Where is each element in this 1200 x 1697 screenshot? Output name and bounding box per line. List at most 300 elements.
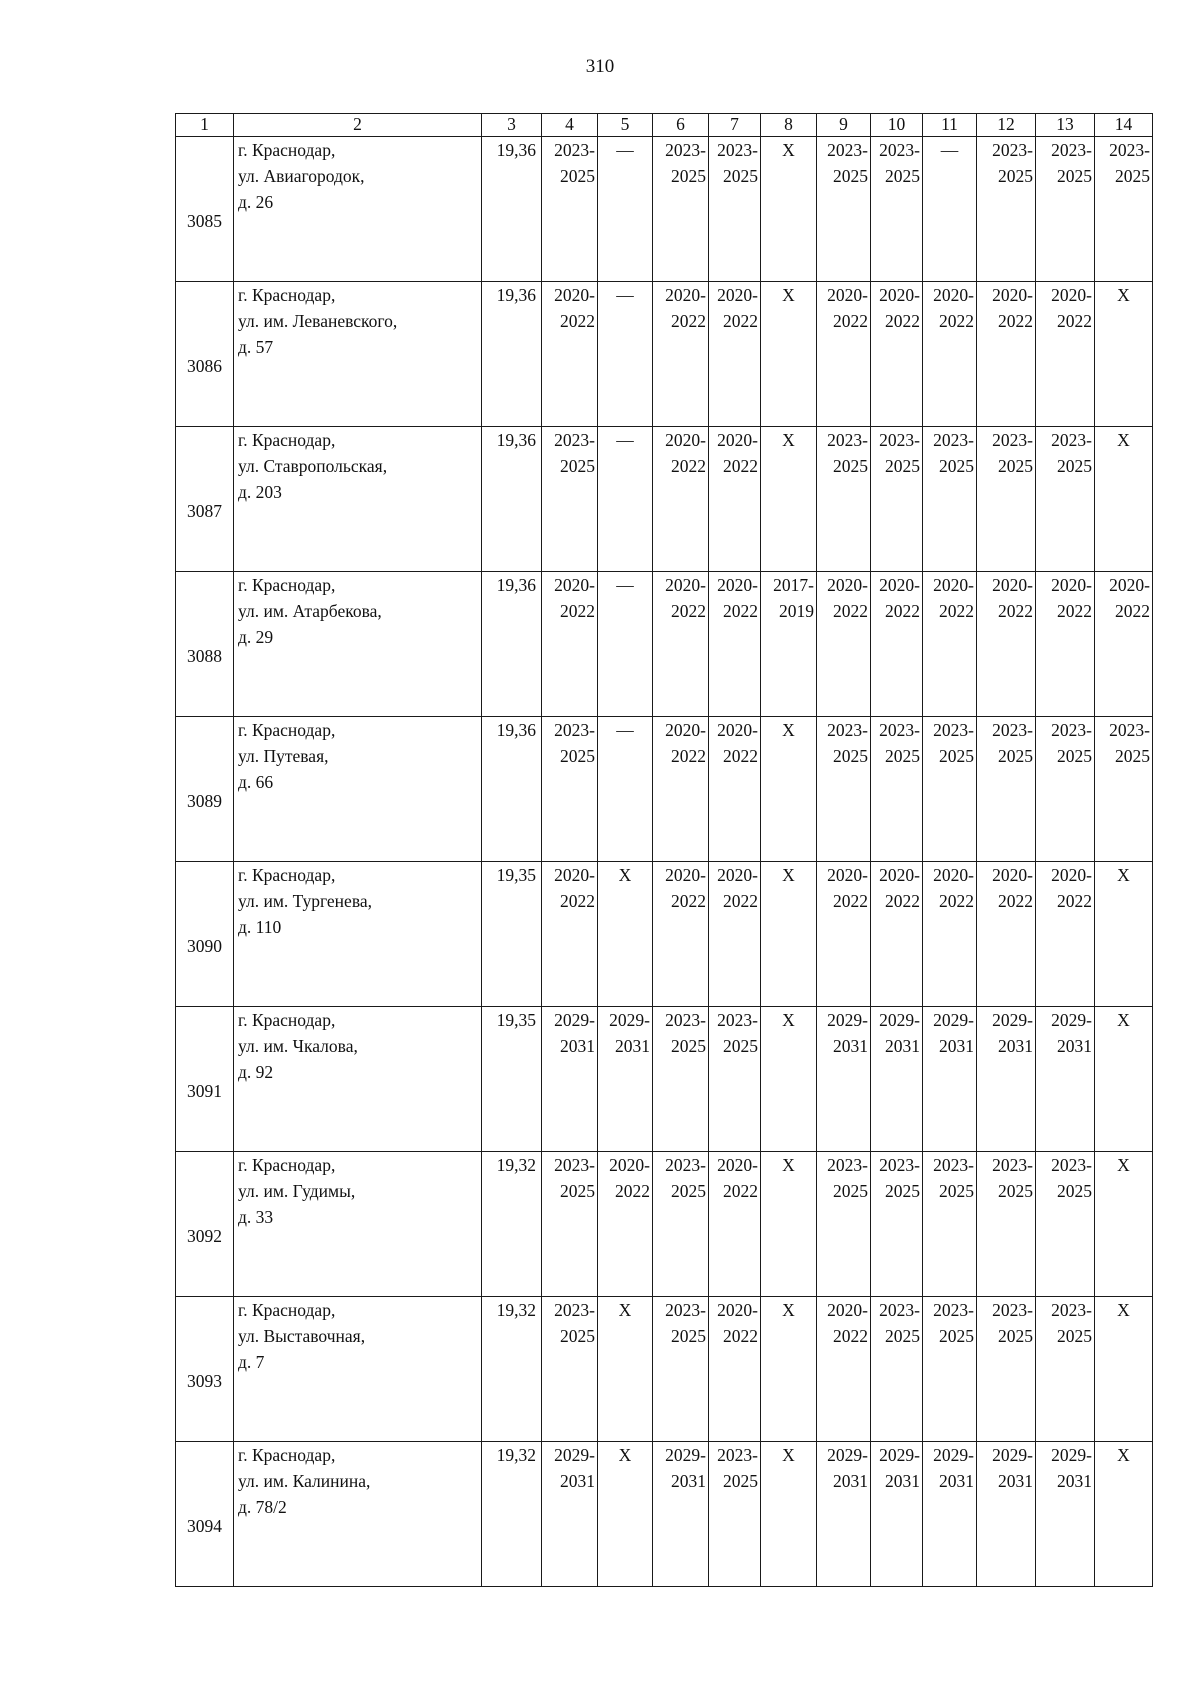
row-number: 3094 (176, 1442, 234, 1587)
address-line: г. Краснодар, (238, 285, 336, 305)
address-line: г. Краснодар, (238, 865, 336, 885)
address-cell (234, 717, 482, 862)
area-cell: 19,36 (482, 427, 542, 572)
area-cell: 19,36 (482, 572, 542, 717)
table-row (176, 137, 1153, 282)
cell-mark: X (782, 865, 795, 885)
row-number: 3089 (176, 717, 234, 862)
period-cell (923, 862, 977, 1007)
row-number: 3087 (176, 427, 234, 572)
address-cell (234, 1152, 482, 1297)
column-header: 9 (817, 114, 871, 137)
period-line: 2020- (879, 865, 920, 885)
period-line: 2029- (827, 1010, 868, 1030)
period-cell (653, 282, 709, 427)
period-cell (1095, 282, 1153, 427)
period-line: 2025 (1057, 456, 1092, 476)
column-header: 12 (977, 114, 1036, 137)
cell-mark: X (1117, 1445, 1130, 1465)
period-line: 2022 (671, 746, 706, 766)
period-line: 2020- (1051, 865, 1092, 885)
period-line: 2029- (933, 1445, 974, 1465)
period-line: 2025 (998, 456, 1033, 476)
period-line: 2025 (939, 1181, 974, 1201)
table-row (176, 862, 1153, 1007)
period-line: 2025 (1057, 746, 1092, 766)
period-line: 2025 (560, 746, 595, 766)
period-line: 2023- (554, 720, 595, 740)
period-line: 2022 (998, 601, 1033, 621)
period-cell (871, 572, 923, 717)
period-line: 2022 (998, 891, 1033, 911)
column-header: 11 (923, 114, 977, 137)
cell-mark: — (940, 140, 959, 160)
period-line: 2023- (992, 430, 1033, 450)
cell-mark: X (782, 720, 795, 740)
period-line: 2031 (560, 1036, 595, 1056)
column-header: 5 (598, 114, 653, 137)
period-line: 2020- (827, 865, 868, 885)
period-line: 2029- (879, 1010, 920, 1030)
period-line: 2023- (879, 140, 920, 160)
period-cell (977, 1442, 1036, 1587)
period-line: 2031 (1057, 1471, 1092, 1491)
period-line: 2020- (879, 575, 920, 595)
row-number: 3085 (176, 137, 234, 282)
address-line: д. 203 (238, 482, 282, 502)
period-line: 2025 (885, 1326, 920, 1346)
period-cell (709, 427, 761, 572)
address-line: д. 7 (238, 1352, 265, 1372)
period-line: 2023- (1051, 140, 1092, 160)
period-cell (1036, 862, 1095, 1007)
period-line: 2029- (879, 1445, 920, 1465)
address-line: г. Краснодар, (238, 140, 336, 160)
period-cell (761, 282, 817, 427)
period-line: 2020- (827, 1300, 868, 1320)
period-line: 2029- (1051, 1445, 1092, 1465)
period-cell (653, 1152, 709, 1297)
table-row (176, 717, 1153, 862)
table-row (176, 572, 1153, 717)
period-line: 2022 (998, 311, 1033, 331)
period-line: 2022 (885, 891, 920, 911)
period-line: 2020- (1051, 575, 1092, 595)
area-cell: 19,36 (482, 137, 542, 282)
period-cell (709, 1442, 761, 1587)
cell-mark: — (616, 285, 634, 305)
cell-mark: — (616, 430, 634, 450)
period-cell (542, 427, 598, 572)
period-cell (1095, 572, 1153, 717)
row-number: 3086 (176, 282, 234, 427)
period-line: 2020- (717, 430, 758, 450)
period-line: 2023- (827, 140, 868, 160)
period-cell (871, 1007, 923, 1152)
period-line: 2023- (992, 1300, 1033, 1320)
period-cell (761, 427, 817, 572)
column-header: 3 (482, 114, 542, 137)
period-cell (871, 137, 923, 282)
address-cell (234, 137, 482, 282)
period-cell (761, 1007, 817, 1152)
address-line: ул. им. Калинина, (238, 1471, 371, 1491)
address-cell (234, 862, 482, 1007)
period-line: 2025 (885, 456, 920, 476)
period-cell (1036, 427, 1095, 572)
period-cell (817, 572, 871, 717)
period-line: 2020- (827, 285, 868, 305)
period-line: 2023- (933, 430, 974, 450)
period-line: 2031 (1057, 1036, 1092, 1056)
period-cell (709, 572, 761, 717)
period-cell (871, 717, 923, 862)
period-line: 2023- (879, 1300, 920, 1320)
column-header: 10 (871, 114, 923, 137)
period-cell (1036, 1442, 1095, 1587)
period-cell (542, 137, 598, 282)
address-cell (234, 427, 482, 572)
period-line: 2022 (1057, 891, 1092, 911)
period-cell (977, 137, 1036, 282)
period-line: 2025 (671, 1326, 706, 1346)
period-line: 2020- (717, 1155, 758, 1175)
period-cell (923, 717, 977, 862)
period-cell (542, 717, 598, 862)
period-line: 2025 (560, 166, 595, 186)
period-line: 2025 (998, 746, 1033, 766)
period-line: 2025 (833, 746, 868, 766)
period-line: 2022 (1057, 311, 1092, 331)
period-line: 2020- (992, 865, 1033, 885)
table-row (176, 282, 1153, 427)
address-line: г. Краснодар, (238, 575, 336, 595)
address-line: д. 26 (238, 192, 274, 212)
period-line: 2025 (560, 1326, 595, 1346)
cell-mark: X (782, 430, 795, 450)
row-number: 3092 (176, 1152, 234, 1297)
period-line: 2025 (1115, 746, 1150, 766)
period-line: 2023- (554, 1300, 595, 1320)
row-number: 3093 (176, 1297, 234, 1442)
period-line: 2023- (1109, 140, 1150, 160)
period-cell (977, 862, 1036, 1007)
period-cell (923, 282, 977, 427)
period-line: 2023- (665, 1155, 706, 1175)
table-row (176, 1297, 1153, 1442)
period-line: 2031 (671, 1471, 706, 1491)
address-line: ул. им. Тургенева, (238, 891, 372, 911)
period-cell (817, 1442, 871, 1587)
period-line: 2031 (833, 1471, 868, 1491)
period-cell (761, 1152, 817, 1297)
address-line: ул. им. Гудимы, (238, 1181, 356, 1201)
period-line: 2022 (885, 601, 920, 621)
period-line: 2020- (665, 430, 706, 450)
period-cell (598, 1152, 653, 1297)
period-line: 2022 (833, 311, 868, 331)
period-line: 2025 (1057, 1181, 1092, 1201)
period-cell (1095, 717, 1153, 862)
period-cell (542, 572, 598, 717)
period-cell (1095, 1297, 1153, 1442)
period-line: 2023- (933, 1300, 974, 1320)
period-line: 2029- (992, 1010, 1033, 1030)
period-cell (817, 282, 871, 427)
period-line: 2020- (879, 285, 920, 305)
period-line: 2022 (939, 891, 974, 911)
period-line: 2022 (671, 456, 706, 476)
address-line: д. 110 (238, 917, 282, 937)
period-line: 2023- (665, 1010, 706, 1030)
period-line: 2020- (992, 575, 1033, 595)
address-cell (234, 1007, 482, 1152)
cell-mark: X (782, 1300, 795, 1320)
period-cell (923, 572, 977, 717)
period-line: 2031 (998, 1036, 1033, 1056)
period-cell (871, 1297, 923, 1442)
period-cell (761, 1442, 817, 1587)
period-cell (761, 862, 817, 1007)
period-line: 2023- (879, 1155, 920, 1175)
row-number: 3088 (176, 572, 234, 717)
period-line: 2029- (554, 1010, 595, 1030)
period-line: 2031 (998, 1471, 1033, 1491)
period-line: 2023- (879, 720, 920, 740)
address-line: ул. им. Чкалова, (238, 1036, 358, 1056)
period-line: 2025 (939, 1326, 974, 1346)
address-line: ул. Выставочная, (238, 1326, 366, 1346)
period-line: 2025 (560, 1181, 595, 1201)
period-cell (598, 1442, 653, 1587)
period-line: 2023- (554, 1155, 595, 1175)
period-line: 2025 (998, 1181, 1033, 1201)
address-line: г. Краснодар, (238, 1010, 336, 1030)
period-line: 2022 (671, 601, 706, 621)
period-line: 2020- (665, 720, 706, 740)
period-line: 2020- (554, 865, 595, 885)
period-cell (977, 1152, 1036, 1297)
period-cell (653, 862, 709, 1007)
period-line: 2025 (671, 1181, 706, 1201)
period-cell (598, 717, 653, 862)
table-row (176, 1007, 1153, 1152)
address-line: д. 78/2 (238, 1497, 287, 1517)
period-line: 2025 (671, 166, 706, 186)
period-line: 2022 (723, 1181, 758, 1201)
cell-mark: X (782, 140, 795, 160)
row-number: 3091 (176, 1007, 234, 1152)
period-line: 2020- (933, 285, 974, 305)
period-line: 2031 (560, 1471, 595, 1491)
period-line: 2020- (933, 575, 974, 595)
period-line: 2023- (1051, 430, 1092, 450)
period-line: 2025 (939, 746, 974, 766)
address-line: г. Краснодар, (238, 430, 336, 450)
table-row (176, 427, 1153, 572)
period-line: 2023- (717, 140, 758, 160)
period-line: 2020- (554, 575, 595, 595)
period-cell (653, 572, 709, 717)
period-line: 2022 (885, 311, 920, 331)
period-line: 2022 (723, 311, 758, 331)
period-cell (1036, 717, 1095, 862)
period-cell (977, 717, 1036, 862)
cell-mark: — (616, 140, 634, 160)
period-line: 2020- (717, 1300, 758, 1320)
period-line: 2022 (560, 311, 595, 331)
period-cell (817, 717, 871, 862)
period-cell (923, 427, 977, 572)
period-cell (709, 1007, 761, 1152)
area-cell: 19,32 (482, 1152, 542, 1297)
period-line: 2020- (992, 285, 1033, 305)
area-cell: 19,36 (482, 717, 542, 862)
column-header: 14 (1095, 114, 1153, 137)
cell-mark: X (1117, 1300, 1130, 1320)
period-cell (923, 137, 977, 282)
period-line: 2025 (1057, 166, 1092, 186)
period-line: 2031 (939, 1036, 974, 1056)
period-cell (1095, 862, 1153, 1007)
cell-mark: X (782, 1010, 795, 1030)
address-line: д. 66 (238, 772, 274, 792)
address-line: ул. Ставропольская, (238, 456, 388, 476)
period-line: 2022 (671, 311, 706, 331)
period-line: 2023- (879, 430, 920, 450)
address-line: г. Краснодар, (238, 1155, 336, 1175)
cell-mark: X (1117, 865, 1130, 885)
period-cell (761, 137, 817, 282)
area-cell: 19,32 (482, 1297, 542, 1442)
period-cell (1095, 137, 1153, 282)
period-line: 2022 (723, 1326, 758, 1346)
period-line: 2025 (885, 1181, 920, 1201)
period-cell (871, 282, 923, 427)
period-cell (817, 1152, 871, 1297)
period-cell (542, 1297, 598, 1442)
period-cell (542, 1007, 598, 1152)
period-line: 2031 (885, 1036, 920, 1056)
period-line: 2029- (933, 1010, 974, 1030)
address-cell (234, 282, 482, 427)
period-cell (871, 1442, 923, 1587)
period-line: 2022 (939, 601, 974, 621)
period-line: 2025 (833, 166, 868, 186)
period-line: 2022 (723, 746, 758, 766)
period-line: 2023- (827, 1155, 868, 1175)
period-line: 2020- (717, 720, 758, 740)
period-line: 2023- (933, 1155, 974, 1175)
period-line: 2022 (723, 456, 758, 476)
period-line: 2031 (615, 1036, 650, 1056)
cell-mark: X (1117, 1155, 1130, 1175)
address-cell (234, 572, 482, 717)
period-line: 2022 (723, 601, 758, 621)
period-cell (977, 572, 1036, 717)
cell-mark: X (618, 865, 632, 885)
period-cell (709, 1297, 761, 1442)
period-line: 2025 (885, 746, 920, 766)
period-cell (1036, 572, 1095, 717)
period-line: 2022 (833, 1326, 868, 1346)
period-line: 2023- (992, 1155, 1033, 1175)
period-line: 2020- (717, 865, 758, 885)
period-cell (761, 572, 817, 717)
column-header: 8 (761, 114, 817, 137)
cell-mark: — (616, 575, 634, 595)
period-cell (1095, 1442, 1153, 1587)
period-cell (977, 427, 1036, 572)
address-line: д. 92 (238, 1062, 274, 1082)
area-cell: 19,35 (482, 862, 542, 1007)
period-line: 2020- (609, 1155, 650, 1175)
period-cell (817, 862, 871, 1007)
address-cell (234, 1297, 482, 1442)
period-cell (923, 1152, 977, 1297)
address-line: д. 29 (238, 627, 274, 647)
column-header: 4 (542, 114, 598, 137)
period-line: 2029- (1051, 1010, 1092, 1030)
period-line: 2025 (833, 456, 868, 476)
period-line: 2022 (723, 891, 758, 911)
period-line: 2029- (665, 1445, 706, 1465)
period-cell (653, 427, 709, 572)
period-cell (817, 1297, 871, 1442)
period-line: 2022 (833, 891, 868, 911)
column-header: 2 (234, 114, 482, 137)
period-line: 2023- (992, 720, 1033, 740)
period-cell (653, 1442, 709, 1587)
period-cell (977, 1297, 1036, 1442)
address-line: г. Краснодар, (238, 1445, 336, 1465)
period-line: 2022 (1115, 601, 1150, 621)
period-line: 2022 (560, 891, 595, 911)
period-cell (598, 1297, 653, 1442)
address-line: ул. им. Атарбекова, (238, 601, 382, 621)
period-cell (598, 862, 653, 1007)
address-line: г. Краснодар, (238, 1300, 336, 1320)
period-cell (761, 717, 817, 862)
period-line: 2023- (992, 140, 1033, 160)
period-cell (598, 427, 653, 572)
period-line: 2031 (833, 1036, 868, 1056)
cell-mark: X (1117, 285, 1130, 305)
period-cell (598, 572, 653, 717)
area-cell: 19,36 (482, 282, 542, 427)
column-header: 6 (653, 114, 709, 137)
period-line: 2022 (1057, 601, 1092, 621)
cell-mark: X (618, 1445, 632, 1465)
period-line: 2025 (998, 166, 1033, 186)
cell-mark: X (782, 1155, 795, 1175)
area-cell: 19,32 (482, 1442, 542, 1587)
period-cell (1036, 137, 1095, 282)
column-header: 13 (1036, 114, 1095, 137)
period-line: 2025 (1115, 166, 1150, 186)
period-line: 2023- (717, 1445, 758, 1465)
period-line: 2023- (554, 430, 595, 450)
column-header: 1 (176, 114, 234, 137)
period-line: 2023- (1051, 1300, 1092, 1320)
period-line: 2025 (723, 1471, 758, 1491)
period-cell (817, 1007, 871, 1152)
period-line: 2020- (717, 285, 758, 305)
period-line: 2025 (723, 166, 758, 186)
period-cell (653, 137, 709, 282)
period-cell (709, 282, 761, 427)
period-line: 2022 (671, 891, 706, 911)
